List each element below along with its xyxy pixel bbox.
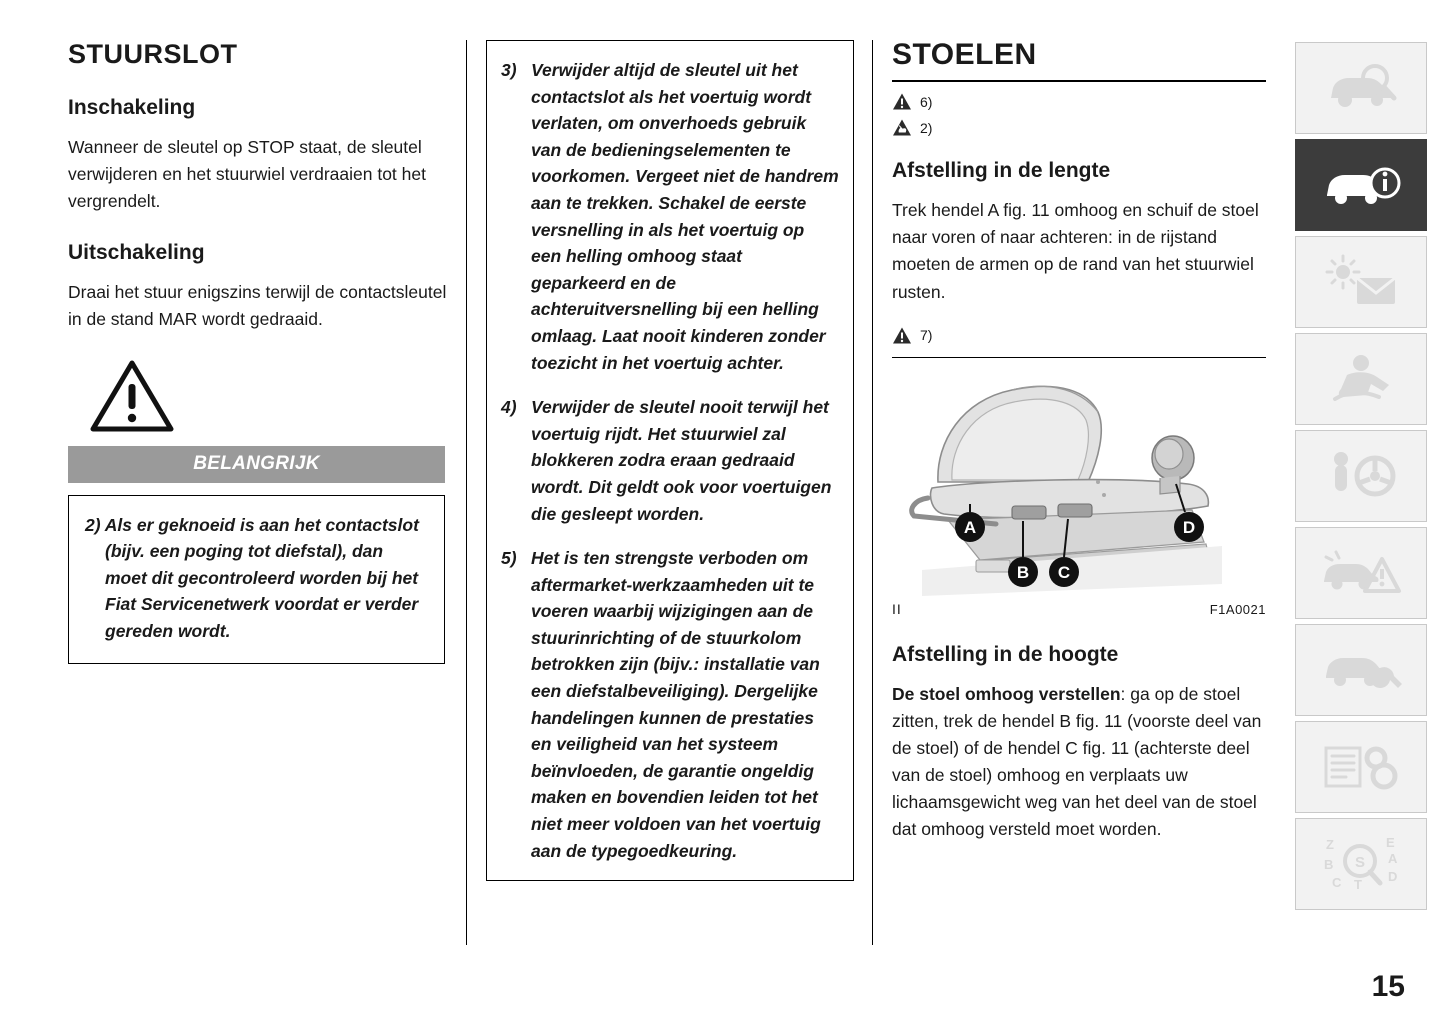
important-banner: BELANGRIJK — [68, 446, 445, 483]
svg-text:E: E — [1386, 835, 1395, 850]
list-marker: 5) — [501, 548, 517, 569]
symbol-ref-number: 6) — [920, 93, 933, 110]
rail-item-maintenance[interactable] — [1295, 624, 1427, 716]
rail-item-steering-controls[interactable] — [1295, 430, 1427, 522]
svg-text:D: D — [1182, 517, 1196, 537]
paragraph-uitschakeling: Draai het stuur enigszins terwijl de contactsleutel in de stand MAR wordt gedraaid. — [68, 282, 447, 330]
section-title-stoelen: STOELEN — [892, 40, 1266, 82]
rail-item-car-info[interactable] — [1295, 139, 1427, 231]
list-item — [501, 545, 839, 864]
heading-afstelling-lengte: Afstelling in de lengte — [892, 159, 1111, 182]
symbol-reference — [892, 118, 1266, 137]
middle-column — [486, 40, 854, 881]
symbol-reference — [892, 92, 1266, 111]
heading-afstelling-hoogte: Afstelling in de hoogte — [892, 642, 1119, 666]
svg-text:D: D — [1388, 869, 1398, 884]
warning-car-icon — [1320, 547, 1402, 599]
page-number: 15 — [1371, 970, 1405, 1003]
rail-item-alphabetical-index[interactable] — [1295, 818, 1427, 910]
dashboard-lights-icon — [1321, 254, 1401, 310]
column-divider-right — [872, 40, 873, 945]
maintenance-icon — [1320, 644, 1402, 696]
rail-item-technical-data[interactable] — [1295, 721, 1427, 813]
page-title: STUURSLOT — [68, 39, 238, 69]
list-marker: 4) — [501, 397, 517, 418]
svg-text:C: C — [1057, 562, 1071, 582]
emergency-icon — [1321, 351, 1401, 407]
note-body: Als er geknoeid is aan het contactslot (bijv. een poging tot diefstal), dan moet dit gecontroleerd worden bij het Fiat Servicenetwerk voordat er verder gereden wordt. — [104, 514, 419, 641]
svg-text:A: A — [963, 517, 977, 537]
column-divider-left — [466, 40, 467, 945]
warning-list — [501, 57, 839, 864]
note-text — [85, 512, 428, 645]
heading-inschakeling: Inschakeling — [68, 95, 196, 119]
figure-mark: II — [892, 600, 902, 617]
svg-text:B: B — [1016, 562, 1030, 582]
right-column — [892, 40, 1266, 870]
note-marker: 2) — [85, 514, 101, 535]
list-text: Verwijder de sleutel nooit terwijl het voertuig rijdt. Het stuurwiel zal blokkeren zodra eraan gedraaid wordt. Dit geldt ook voor voertuigen die gesleept worden. — [531, 397, 832, 524]
warning-triangle-icon — [892, 92, 912, 111]
important-note-box — [68, 495, 445, 664]
list-text: Het is ten strengste verboden om aftermarket-werkzaamheden uit te voeren waarbij wijzigingen aan de stuurinrichting of de stuurkolom betrokken zijn (bijv.: installatie van een diefstalbeveiliging). Dergelijke handelingen kunnen de prestaties en veiligheid van het systeem beïnvloeden, de garantie ongeldig maken en bovendien leiden tot het niet meer voldoen van het voertuig aan de typegoedkeuring. — [531, 548, 821, 861]
figure-code: F1A0021 — [1209, 601, 1266, 617]
left-column — [68, 40, 448, 664]
seat-adjustment-figure — [892, 357, 1266, 621]
warning-triangle-icon — [892, 326, 912, 345]
seat-illustration — [892, 364, 1266, 616]
svg-text:A: A — [1388, 851, 1398, 866]
symbol-reference — [892, 326, 1266, 345]
paragraph-lead-bold: De stoel omhoog verstellen — [892, 683, 1121, 704]
warning-triangle-icon — [90, 360, 174, 432]
symbol-ref-number: 7) — [920, 327, 933, 344]
heading-uitschakeling: Uitschakeling — [68, 241, 205, 265]
rail-item-warning-car[interactable] — [1295, 527, 1427, 619]
list-item — [501, 394, 839, 527]
car-inspection-icon — [1323, 62, 1399, 114]
svg-text:T: T — [1354, 877, 1362, 892]
paragraph-rest: : ga op de stoel zitten, trek de hendel B fig. 11 (voorste deel van de stoel) of de hendel C fig. 11 (achterste deel van de stoel) omhoog en verplaats uw lichaamsgewicht weg van het deel van de stoel dat omhoog versteld moet worden. — [892, 683, 1262, 840]
svg-text:S: S — [1354, 854, 1366, 871]
paragraph-afstelling-hoogte — [892, 681, 1266, 844]
rail-item-car-inspection[interactable] — [1295, 42, 1427, 134]
paragraph-afstelling-lengte: Trek hendel A fig. 11 omhoog en schuif de stoel naar voren of naar achteren: in de rijstand moeten de armen op de rand van het stuurwiel rusten. — [892, 200, 1259, 302]
svg-text:Z: Z — [1326, 837, 1334, 852]
rail-item-dashboard-lights[interactable] — [1295, 236, 1427, 328]
rail-item-emergency[interactable] — [1295, 333, 1427, 425]
list-marker: 3) — [501, 60, 517, 80]
car-info-icon — [1321, 159, 1401, 211]
paragraph-inschakeling: Wanneer de sleutel op STOP staat, de sleutel verwijderen en het stuurwiel verdraaien tot het vergrendelt. — [68, 136, 426, 212]
svg-text:C: C — [1332, 875, 1342, 890]
technical-data-icon — [1320, 740, 1402, 794]
warnings-frame — [486, 40, 854, 881]
list-item — [501, 57, 839, 376]
steering-controls-icon — [1321, 449, 1401, 503]
hand-caution-icon — [892, 118, 912, 137]
list-text: Verwijder altijd de sleutel uit het contactslot als het voertuig wordt verlaten, om onverhoeds gebruik van de bedieningselementen te voorkomen. Vergeet niet de handrem aan te trekken. Schakel de eerste versnelling in als het voertuig op een helling omhoog staat geparkeerd en de achteruitversnelling bij een helling omlaag. Laat nooit kinderen zonder toezicht in het voertuig achter. — [531, 60, 839, 373]
alphabetical-index-icon — [1318, 833, 1404, 895]
chapter-icon-rail[interactable] — [1295, 42, 1427, 915]
symbol-ref-number: 2) — [920, 119, 933, 136]
svg-text:B: B — [1324, 857, 1334, 872]
